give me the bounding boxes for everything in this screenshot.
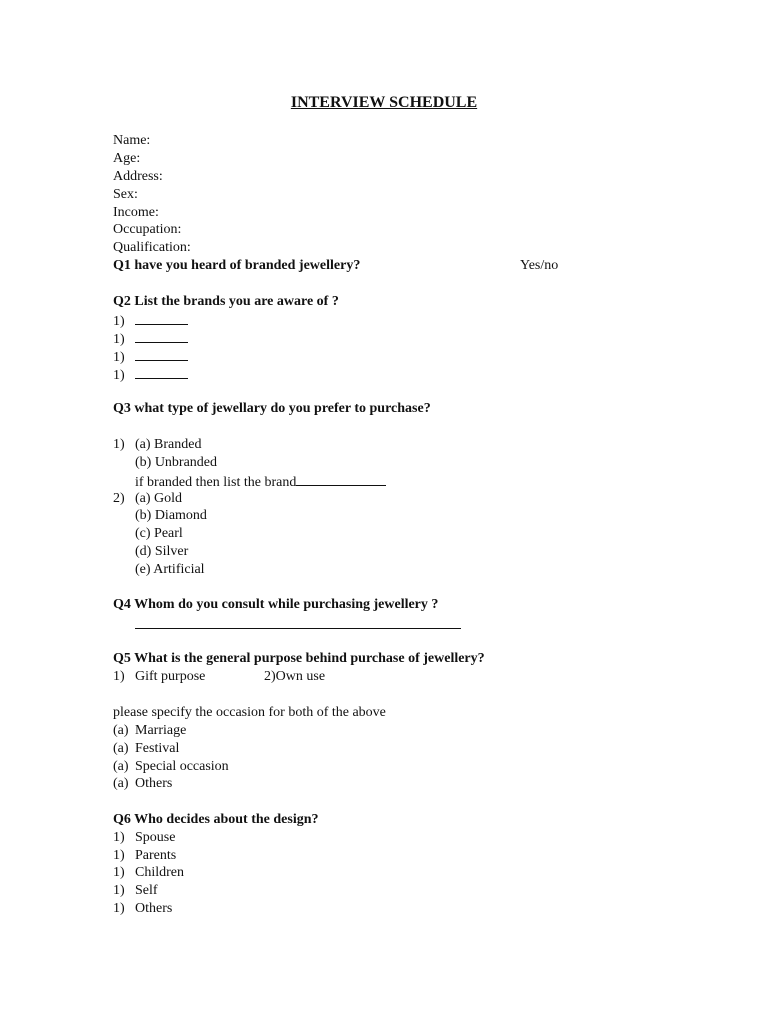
occasion-others [113, 775, 172, 793]
list-number: (a) [113, 776, 129, 791]
answer-blank [135, 365, 188, 379]
answer-blank [135, 347, 188, 361]
q3-part2-option-c: (c) Pearl [135, 526, 183, 541]
option-label: (a) Branded [135, 437, 202, 452]
option-label: (a) Gold [135, 491, 183, 506]
answer-blank [296, 472, 386, 486]
list-number: 1) [113, 669, 125, 684]
list-number: 1) [113, 865, 125, 880]
option-label: Children [135, 865, 184, 880]
brand-blank-1 [113, 311, 188, 331]
brand-blank-4 [113, 365, 188, 385]
question-6: Q6 Who decides about the design? [113, 812, 319, 827]
field-name: Name: [113, 133, 151, 148]
list-number: 1) [113, 830, 125, 845]
option-label: Spouse [135, 830, 176, 845]
q3-part1-option-a [113, 436, 201, 454]
option-label: Self [135, 883, 158, 898]
option-gift-purpose: Gift purpose [135, 669, 206, 684]
question-5: Q5 What is the general purpose behind purchase of jewellery? [113, 651, 485, 666]
q3-part2-option-e: (e) Artificial [135, 562, 205, 577]
q3-part2-option-b: (b) Diamond [135, 508, 207, 523]
brand-blank-2 [113, 329, 188, 349]
page-title: INTERVIEW SCHEDULE [290, 94, 478, 111]
occasion-marriage [113, 722, 186, 740]
q3-part1-option-b: (b) Unbranded [135, 455, 218, 470]
list-number: 2) [113, 491, 125, 506]
question-1-answer: Yes/no [520, 258, 559, 273]
field-occupation: Occupation: [113, 222, 182, 237]
option-label: Special occasion [135, 759, 229, 774]
option-label: Marriage [135, 723, 187, 738]
field-qualification: Qualification: [113, 240, 191, 255]
option-own-use: 2)Own use [264, 669, 326, 684]
design-option-spouse [113, 829, 175, 847]
question-2: Q2 List the brands you are aware of ? [113, 294, 339, 309]
list-number: 1) [113, 901, 125, 916]
answer-line [135, 628, 461, 629]
design-option-children [113, 864, 184, 882]
q3-part2-option-d: (d) Silver [135, 544, 189, 559]
design-option-self [113, 882, 158, 900]
list-number: 1) [113, 368, 125, 383]
field-income: Income: [113, 205, 159, 220]
option-label: Others [135, 776, 173, 791]
list-number: 1) [113, 314, 125, 329]
list-number: 1) [113, 437, 125, 452]
brand-blank-3 [113, 347, 188, 367]
q3-part2-option-a [113, 490, 182, 508]
answer-blank [135, 329, 188, 343]
option-label: Parents [135, 848, 177, 863]
option-label: Others [135, 901, 173, 916]
field-address: Address: [113, 169, 163, 184]
q5-occasion-note: please specify the occasion for both of the above [113, 705, 386, 720]
occasion-special [113, 758, 229, 776]
list-number: 1) [113, 848, 125, 863]
answer-blank [135, 311, 188, 325]
q5-options [113, 668, 205, 686]
design-option-parents [113, 847, 176, 865]
question-3: Q3 what type of jewellary do you prefer to purchase? [113, 401, 431, 416]
occasion-festival [113, 740, 179, 758]
question-4: Q4 Whom do you consult while purchasing jewellery ? [113, 597, 439, 612]
list-number: (a) [113, 759, 129, 774]
list-number: 1) [113, 350, 125, 365]
list-number: 1) [113, 883, 125, 898]
list-number: 1) [113, 332, 125, 347]
design-option-others [113, 900, 172, 918]
note-text: if branded then list the brand [135, 475, 297, 490]
list-number: (a) [113, 741, 129, 756]
option-label: Festival [135, 741, 180, 756]
field-age: Age: [113, 151, 141, 166]
q3-branded-note [135, 472, 386, 492]
list-number: (a) [113, 723, 129, 738]
field-sex: Sex: [113, 187, 138, 202]
question-1: Q1 have you heard of branded jewellery? [113, 258, 361, 273]
